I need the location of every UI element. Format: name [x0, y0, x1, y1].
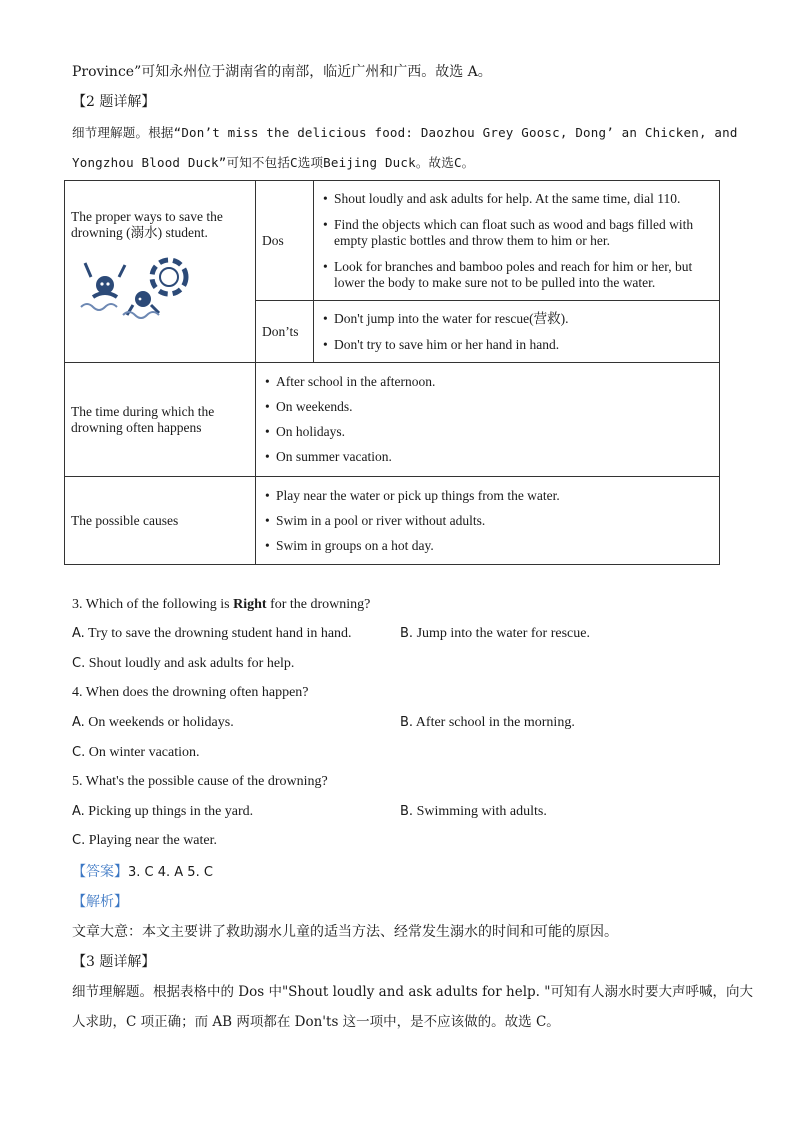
dos-cell: [314, 181, 720, 301]
topic-text: The proper ways to save the drowning (溺水) student.: [71, 208, 223, 240]
q4-option-a: [72, 715, 234, 731]
dos-item: • Find the objects which can float such as wood and bags filled with empty plastic bottles and throw them to him or her.: [320, 217, 713, 249]
time-item: • After school in the afternoon.: [262, 374, 713, 390]
drowning-info-table: [64, 180, 720, 565]
option-text: Shout loudly and ask adults for help.: [85, 656, 295, 671]
detail-line-2: 人求助，C 项正确；而 AB 两项都在 Don'ts 这一项中，是不应该做的。故选 C。: [72, 1014, 560, 1030]
cause-item: • Play near the water or pick up things from the water.: [262, 488, 713, 504]
q3-option-b: [400, 626, 590, 642]
q4-option-c: [72, 745, 200, 761]
q5-option-b: [400, 804, 547, 820]
q3-text-pre: 3. Which of the following is: [72, 597, 234, 612]
heading-q3-detail: 【3 题详解】: [72, 954, 156, 970]
option-letter: C.: [72, 745, 86, 760]
question-5: 5. What's the possible cause of the drowning?: [72, 774, 328, 789]
option-letter: A.: [72, 715, 85, 730]
heading-q2-detail: 【2 题详解】: [72, 94, 156, 110]
q5-option-a: [72, 804, 253, 820]
drowning-child-with-lifebuoy-icon: [77, 255, 197, 319]
analysis-label: 【解析】: [72, 894, 128, 910]
time-item: • On holidays.: [262, 424, 713, 440]
prev-line-2a: 细节理解题。根据“Don’t miss the delicious food: Daozhou Grey Goosc, Dong’ an Chicken, and: [72, 125, 738, 140]
dos-item: • Look for branches and bamboo poles and reach for him or her, but lower the body to make sure not to be pulled into the water.: [320, 259, 713, 291]
cause-item: • Swim in groups on a hot day.: [262, 538, 713, 554]
table-topic-proper-ways: [65, 181, 256, 363]
option-letter: B.: [400, 715, 414, 730]
option-text: Swimming with adults.: [413, 804, 547, 819]
option-text: On winter vacation.: [85, 745, 200, 760]
time-item: • On summer vacation.: [262, 449, 713, 465]
donts-item: • Don't try to save him or her hand in hand.: [320, 337, 713, 353]
dos-label: Dos: [256, 181, 314, 301]
option-letter: B.: [400, 626, 414, 641]
option-text: On weekends or holidays.: [84, 715, 234, 730]
time-item: • On weekends.: [262, 399, 713, 415]
detail-line-1: 细节理解题。根据表格中的 Dos 中"Shout loudly and ask adults for help. "可知有人溺水时要大声呼喊，向大: [72, 984, 753, 1000]
answer-values: 3. C 4. A 5. C: [128, 865, 213, 880]
time-cell: [256, 363, 720, 477]
option-text: Try to save the drowning student hand in hand.: [84, 626, 352, 641]
cause-item: • Swim in a pool or river without adults.: [262, 513, 713, 529]
donts-cell: [314, 301, 720, 363]
option-text: After school in the morning.: [413, 715, 575, 730]
summary-line: 文章大意：本文主要讲了救助溺水儿童的适当方法、经常发生溺水的时间和可能的原因。: [72, 924, 618, 940]
option-letter: A.: [72, 626, 85, 641]
question-4: 4. When does the drowning often happen?: [72, 685, 309, 700]
option-letter: A.: [72, 804, 85, 819]
table-topic-time: The time during which the drowning often happens: [65, 363, 256, 477]
q3-option-a: [72, 626, 352, 642]
table-topic-causes: The possible causes: [65, 477, 256, 565]
option-text: Jump into the water for rescue.: [413, 626, 590, 641]
causes-cell: [256, 477, 720, 565]
option-letter: C.: [72, 833, 86, 848]
q3-text-post: for the drowning?: [266, 597, 371, 612]
dos-item: • Shout loudly and ask adults for help. At the same time, dial 110.: [320, 191, 713, 207]
answer-line: [72, 862, 213, 883]
prev-line-2b: Yongzhou Blood Duck”可知不包括C选项Beijing Duck。故选C。: [72, 155, 475, 170]
q5-option-c: [72, 833, 217, 849]
q4-option-b: [400, 715, 575, 731]
prev-line-1: Province”可知永州位于湖南省的南部，临近广州和广西。故选 A。: [72, 64, 492, 80]
option-letter: B.: [400, 804, 414, 819]
donts-item: • Don't jump into the water for rescue(营救).: [320, 311, 713, 327]
option-letter: C.: [72, 656, 86, 671]
option-text: Picking up things in the yard.: [84, 804, 254, 819]
option-text: Playing near the water.: [85, 833, 218, 848]
answer-label: 【答案】: [72, 864, 128, 880]
question-3: [72, 597, 370, 613]
donts-label: Don’ts: [256, 301, 314, 363]
q3-bold: Right: [233, 597, 267, 612]
q3-option-c: [72, 656, 294, 672]
